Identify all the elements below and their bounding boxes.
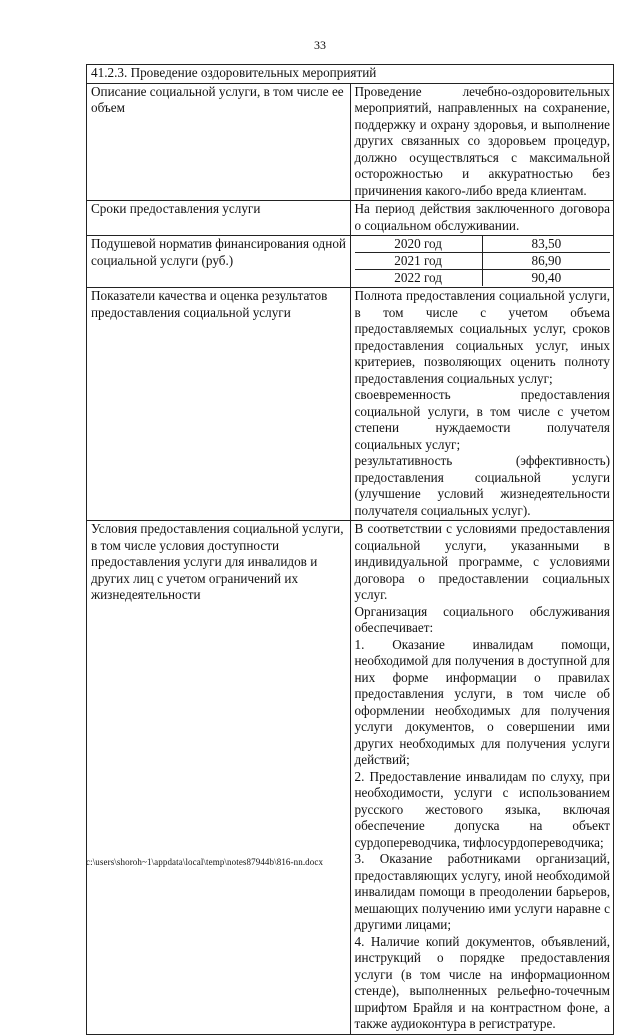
cost-table <box>355 236 611 286</box>
cost-value: 83,50 <box>482 236 610 253</box>
conditions-paragraph: 3. Оказание работниками организаций, предоставляющих услугу, иной необходимой инвалидам помощи в преодолении барьеров, мешающих получению ими услуги наравне с другими лицами; <box>354 851 610 932</box>
conditions-paragraph: 2. Предоставление инвалидам по слуху, при необходимости, услуги с использованием русского жестового языка, включая обеспечение допуска на объект сурдопереводчика, тифлосурдопереводчика; <box>354 768 610 850</box>
normative-values <box>350 236 614 288</box>
quality-paragraph: своевременность предоставления социальной услуги, в том числе с учетом степени нуждаемости получателя социальных услуг; <box>354 387 610 452</box>
page-number: 33 <box>314 38 326 52</box>
description-label: Описание социальной услуги, в том числе ее объем <box>87 83 351 201</box>
cost-row <box>355 253 611 270</box>
cost-value: 86,90 <box>482 253 610 270</box>
conditions-text <box>350 521 614 1035</box>
description-row <box>87 83 614 201</box>
quality-row <box>87 288 614 521</box>
terms-row <box>87 201 614 236</box>
terms-label: Сроки предоставления услуги <box>87 201 351 236</box>
conditions-paragraph: 1. Оказание инвалидам помощи, необходимой для получения в доступной для них форме информации о правилах предоставления услуги, в том числе об оформлении необходимых для получения услуги документов, о совершении ими других необходимых для получения услуги действий; <box>354 636 610 767</box>
section-title-row <box>87 65 614 84</box>
section-title: 41.2.3. Проведение оздоровительных мероприятий <box>87 65 614 84</box>
quality-text <box>350 288 614 521</box>
terms-text: На период действия заключенного договора о социальном обслуживании. <box>350 201 614 236</box>
footer-file-path: c:\users\shoroh~1\appdata\local\temp\notes87944b\816-nn.docx <box>86 857 324 867</box>
conditions-label: Условия предоставления социальной услуги, в том числе условия доступности предоставления услуги для инвалидов и других лиц с учетом ограничений их жизнедеятельности <box>87 521 351 1035</box>
cost-year: 2020 год <box>355 236 483 253</box>
conditions-paragraph: Организация социального обслуживания обеспечивает: <box>354 603 610 635</box>
cost-year: 2021 год <box>355 253 483 270</box>
description-text: Проведение лечебно-оздоровительных мероприятий, направленных на сохранение, поддержку и охрану здоровья, и выполнение других связанных со здоровьем процедур, должно осуществляться с максимальной осторожностью и аккуратностью без причинения какого-либо вреда клиентам. <box>350 83 614 201</box>
conditions-paragraph: 4. Наличие копий документов, объявлений, инструкций о порядке предоставления услуги (в том числе на информационном стенде), выполненных рельефно-точечным шрифтом Брайля и на контрастном фоне, а также аудиоконтура в регистратуре. <box>354 933 610 1031</box>
quality-paragraph: Полнота предоставления социальной услуги, в том числе с учетом объема предоставляемых социальных услуг, сроков предоставления социальных услуг, иных критериев, позволяющих оценить полноту предоставления социальных услуг; <box>354 288 610 386</box>
conditions-paragraph: В соответствии с условиями предоставления социальной услуги, указанными в индивидуальной программе, с условиями договора о предоставлении социальных услуг. <box>354 521 610 602</box>
conditions-row <box>87 521 614 1035</box>
cost-value: 90,40 <box>482 270 610 287</box>
service-table <box>86 64 614 1035</box>
cost-row <box>355 270 611 287</box>
normative-row <box>87 236 614 288</box>
quality-paragraph: результативность (эффективность) предоставления социальной услуги (улучшение условий жизнедеятельности получателя социальных услуг). <box>354 453 610 518</box>
cost-year: 2022 год <box>355 270 483 287</box>
normative-label: Подушевой норматив финансирования одной социальной услуги (руб.) <box>87 236 351 288</box>
cost-row <box>355 236 611 253</box>
quality-label: Показатели качества и оценка результатов предоставления социальной услуги <box>87 288 351 521</box>
